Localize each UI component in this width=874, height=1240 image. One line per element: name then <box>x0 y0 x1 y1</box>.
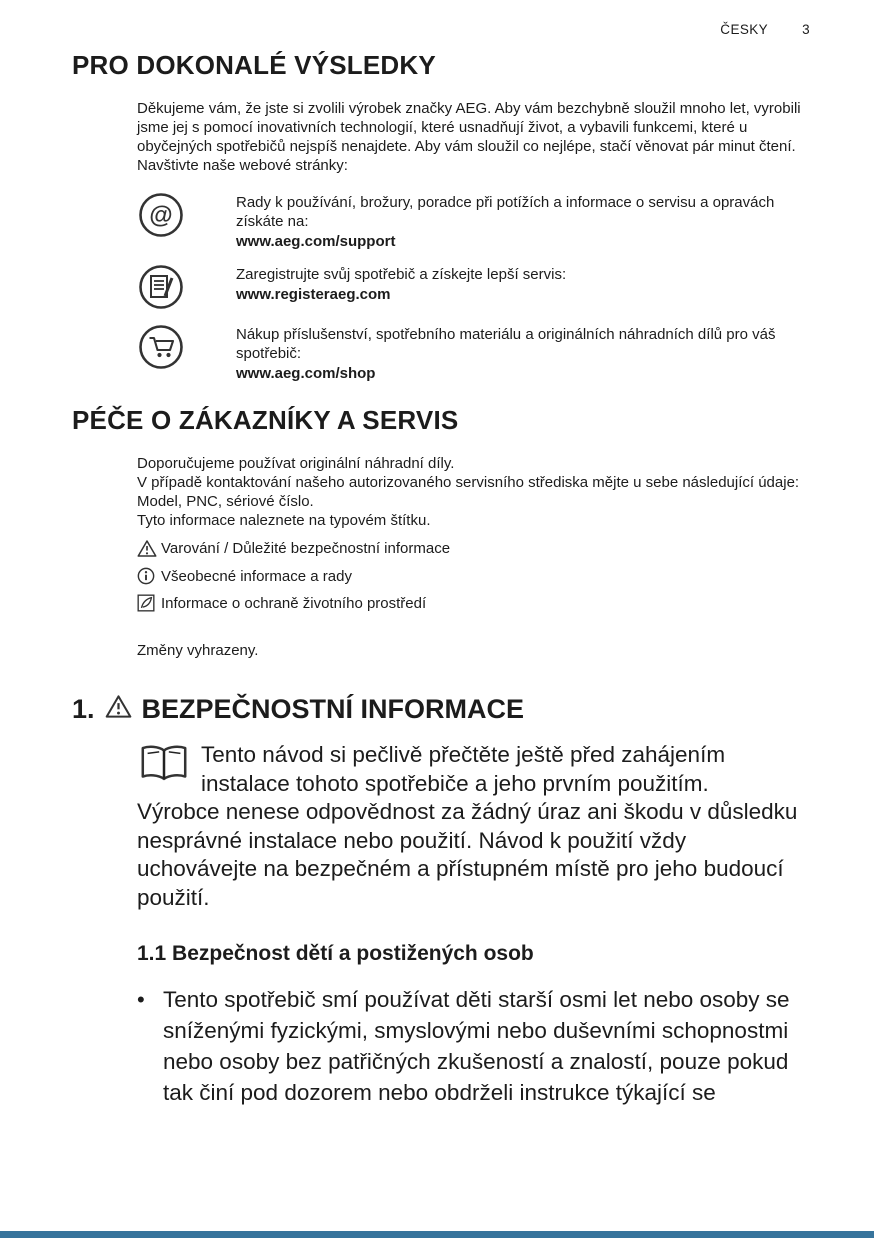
cart-icon <box>137 321 236 371</box>
header-language: ČESKY <box>720 22 769 37</box>
legend-environment-text: Informace o ochraně životního prostředí <box>161 594 427 612</box>
bullet-text: Tento spotřebič smí používat děti starší osmi let nebo osoby se sníženými fyzickými, smyslovými nebo duševními schopnostmi nebo osoby bez patřičných zkušeností a znalostí, pouze pokud tak činí pod dozorem nebo obdrželi instrukce týkající se <box>163 987 790 1105</box>
resource-support-text: Rady k používání, brožury, poradce při potížích a informace o servisu a opravách získáte na: <box>236 194 775 230</box>
support-link[interactable]: www.aeg.com/support <box>236 233 396 250</box>
resource-shop <box>236 321 810 383</box>
resource-row-support <box>137 189 810 251</box>
safety-body <box>137 741 810 912</box>
legend-warning-text: Varování / Důležité bezpečnostní informace <box>161 540 451 557</box>
customer-care-title: PÉČE O ZÁKAZNÍKY A SERVIS <box>72 405 459 435</box>
changes-reserved-note: Změny vyhrazeny. <box>137 642 259 659</box>
resource-row-register <box>137 261 810 311</box>
svg-text:@: @ <box>149 202 173 229</box>
bullet-marker: • <box>137 987 145 1012</box>
header-page-number: 3 <box>802 22 810 37</box>
perfect-results-title: PRO DOKONALÉ VÝSLEDKY <box>72 50 436 80</box>
safety-section-title <box>72 693 810 725</box>
subsection-title: 1.1 Bezpečnost dětí a postižených osob <box>137 942 534 965</box>
warning-icon <box>137 539 161 558</box>
warning-icon <box>105 694 132 726</box>
care-line-3: Tyto informace naleznete na typovém štítku. <box>137 512 431 529</box>
legend-info-text: Všeobecné informace a rady <box>161 567 352 585</box>
shop-link[interactable]: www.aeg.com/shop <box>236 365 376 382</box>
legend-info <box>137 567 810 585</box>
safety-paragraph-1: Tento návod si pečlivě přečtěte ještě před zahájením instalace tohoto spotřebiče a jeho prvním použitím. <box>201 742 726 796</box>
safety-paragraph-2: Výrobce nenese odpovědnost za žádný úraz ani škodu v důsledku nesprávné instalace nebo použití. Návod k použití vždy uchovávejte na bezpečném a přístupném místě pro jeho budoucí použití. <box>137 799 798 910</box>
resource-row-shop <box>137 321 810 383</box>
legend-environment <box>137 594 810 612</box>
register-icon <box>137 261 236 311</box>
environment-icon <box>137 594 161 612</box>
resource-register <box>236 261 810 304</box>
resource-support <box>236 189 810 251</box>
intro-paragraph: Děkujeme vám, že jste si zvolili výrobek značky AEG. Aby vám bezchybně sloužil mnoho let, vyrobili jsme jej s pomocí inovativních technologií, které usnadňují život, a vybavili funkcemi, které u obyčejných spotřebičů nejspíš nenajdete. Aby vám sloužil co nejlépe, stačí věnovat pár minut čtení. <box>137 100 801 155</box>
resource-shop-text: Nákup příslušenství, spotřebního materiálu a originálních náhradních dílů pro váš spotřebič: <box>236 326 776 362</box>
book-icon <box>137 743 191 791</box>
care-line-2: V případě kontaktování našeho autorizovaného servisního střediska mějte u sebe následující údaje: Model, PNC, sériové číslo. <box>137 474 800 510</box>
globe-icon <box>137 189 236 239</box>
visit-websites-line: Navštivte naše webové stránky: <box>137 157 348 174</box>
register-link[interactable]: www.registeraeg.com <box>236 286 391 303</box>
customer-care-body <box>137 454 810 659</box>
care-line-1: Doporučujeme používat originální náhradní díly. <box>137 455 455 472</box>
page-header <box>720 22 810 37</box>
resource-register-text: Zaregistrujte svůj spotřebič a získejte lepší servis: <box>236 266 567 283</box>
section-number: 1. <box>72 693 95 724</box>
list-item <box>137 984 810 1108</box>
perfect-results-body <box>137 99 810 383</box>
section-title-text: BEZPEČNOSTNÍ INFORMACE <box>141 693 525 724</box>
info-icon <box>137 567 161 585</box>
footer-accent-bar <box>0 1231 874 1238</box>
legend-warning <box>137 539 810 558</box>
